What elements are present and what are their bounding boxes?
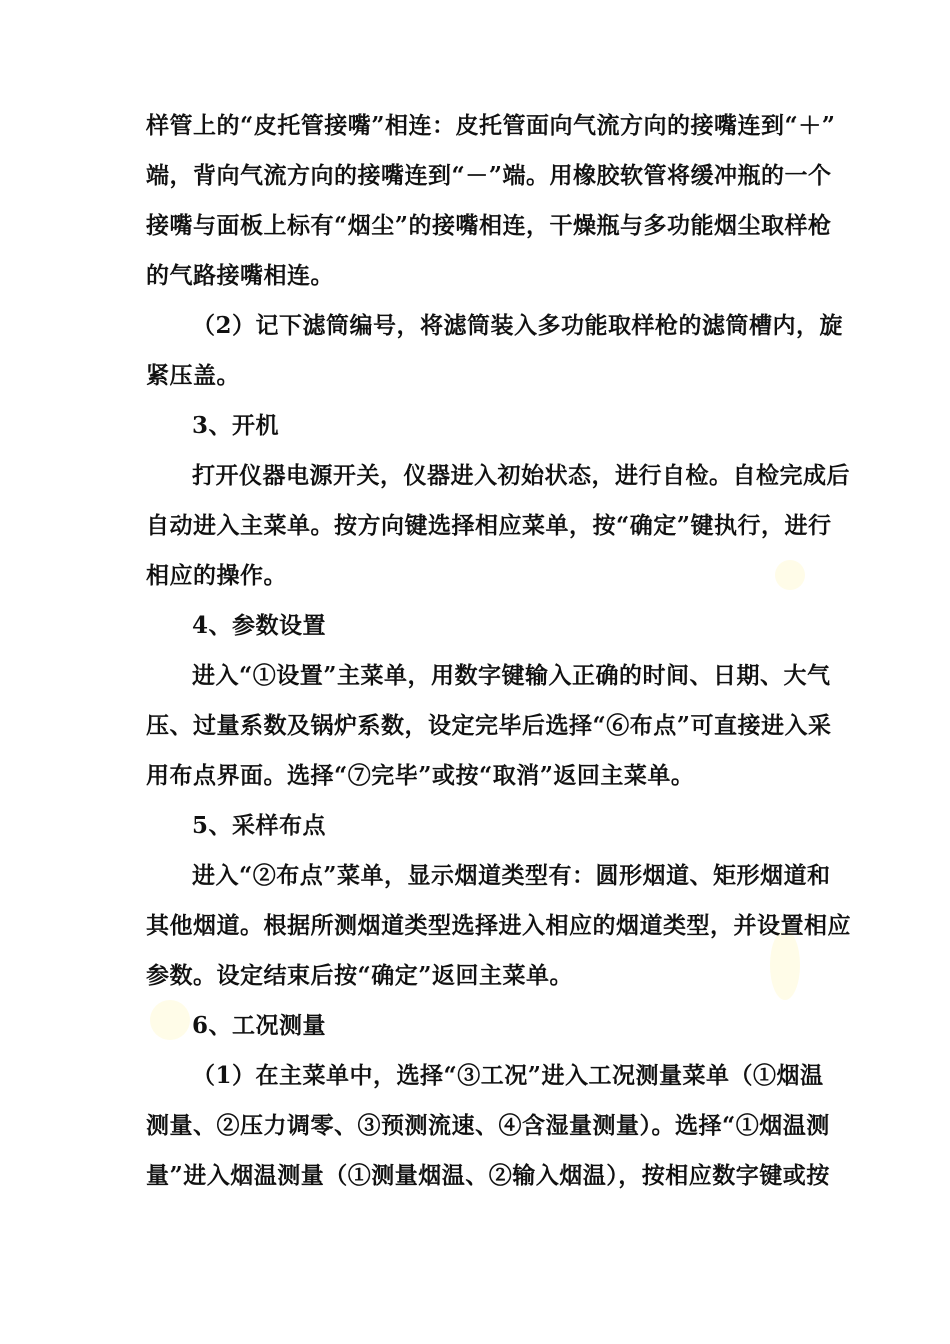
paragraph-parameters xyxy=(146,651,832,801)
paragraph-working-conditions xyxy=(146,1051,830,1201)
text-line: 样管上的“皮托管接嘴”相连：皮托管面向气流方向的接嘴连到“＋” xyxy=(146,112,836,139)
paragraph-continuation xyxy=(146,101,836,301)
text-line: （2）记下滤筒编号，将滤筒装入多功能取样枪的滤筒槽内，旋 xyxy=(192,312,844,339)
text-line: 紧压盖。 xyxy=(146,362,240,389)
text-line: 自动进入主菜单。按方向键选择相应菜单，按“确定”键执行，进行 xyxy=(146,512,832,539)
text-line: 测量、②压力调零、③预测流速、④含湿量测量）。选择“①烟温测 xyxy=(146,1112,830,1139)
text-line: 进入“②布点”菜单，显示烟道类型有：圆形烟道、矩形烟道和 xyxy=(192,862,831,889)
text-line: 端，背向气流方向的接嘴连到“－”端。用橡胶软管将缓冲瓶的一个 xyxy=(146,162,832,189)
text-line: （1）在主菜单中，选择“③工况”进入工况测量菜单（①烟温 xyxy=(192,1062,824,1089)
text-line: 相应的操作。 xyxy=(146,562,287,589)
text-line: 进入“①设置”主菜单，用数字键输入正确的时间、日期、大气 xyxy=(192,662,831,689)
text-line: 打开仪器电源开关，仪器进入初始状态，进行自检。自检完成后 xyxy=(192,462,850,489)
paragraph-sampling-points xyxy=(146,851,851,1001)
text-line: 参数。设定结束后按“确定”返回主菜单。 xyxy=(146,962,573,989)
section-heading-parameters: 4、参数设置 xyxy=(192,612,327,639)
text-line: 的气路接嘴相连。 xyxy=(146,262,334,289)
text-line: 量”进入烟温测量（①测量烟温、②输入烟温），按相应数字键或按 xyxy=(146,1162,830,1189)
paragraph-power-on xyxy=(146,451,850,601)
section-heading-power-on: 3、开机 xyxy=(192,412,280,439)
document-body xyxy=(146,101,851,1201)
text-line: 接嘴与面板上标有“烟尘”的接嘴相连，干燥瓶与多功能烟尘取样枪 xyxy=(146,212,832,239)
section-heading-working-conditions: 6、工况测量 xyxy=(192,1012,327,1039)
text-line: 压、过量系数及锅炉系数，设定完毕后选择“⑥布点”可直接进入采 xyxy=(146,712,832,739)
section-heading-sampling-points: 5、采样布点 xyxy=(192,812,327,839)
paragraph-filter xyxy=(146,301,844,401)
text-line: 其他烟道。根据所测烟道类型选择进入相应的烟道类型，并设置相应 xyxy=(146,912,851,939)
text-line: 用布点界面。选择“⑦完毕”或按“取消”返回主菜单。 xyxy=(146,762,695,789)
